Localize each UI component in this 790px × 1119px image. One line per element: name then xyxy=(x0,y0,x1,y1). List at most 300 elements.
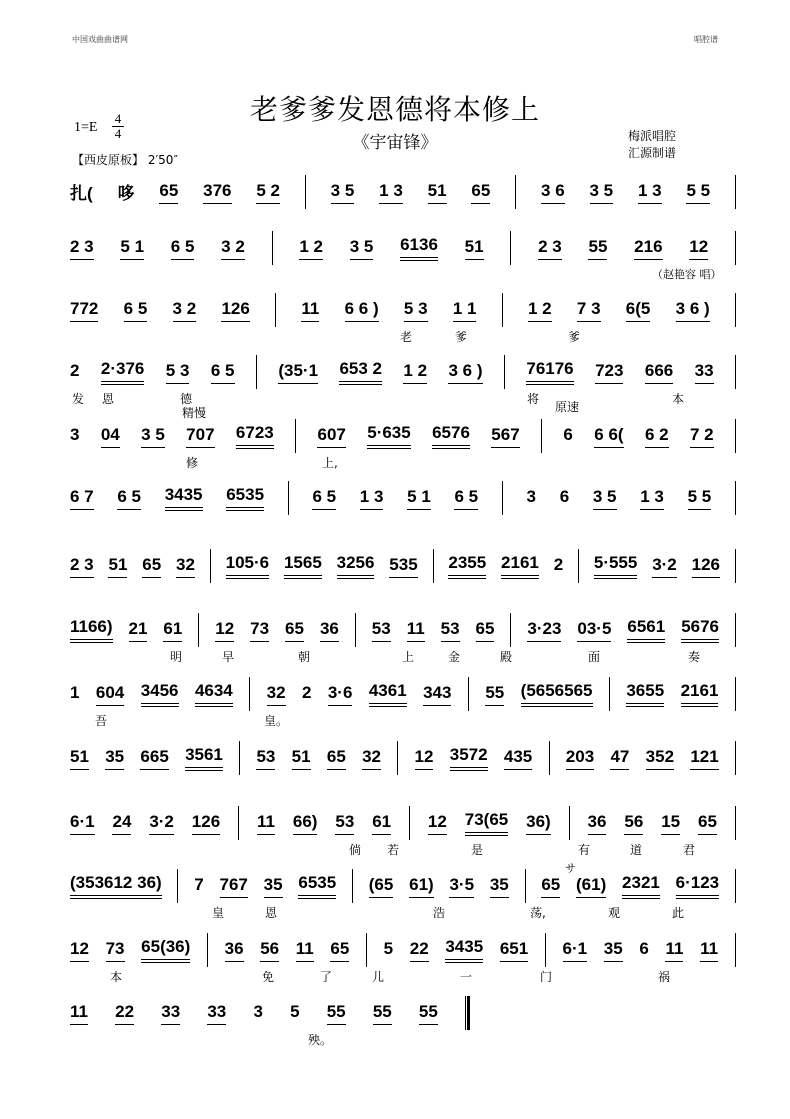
note-group: 126 xyxy=(221,299,249,322)
barline xyxy=(609,677,610,711)
barline xyxy=(578,549,579,583)
barline xyxy=(735,933,736,967)
note-group: 5 xyxy=(290,1002,300,1021)
barline xyxy=(545,933,546,967)
lyric: 将 xyxy=(527,392,540,406)
note-group: 203 xyxy=(566,747,594,770)
barline xyxy=(239,741,240,775)
staff-line xyxy=(70,179,736,205)
note-group: 51 xyxy=(465,237,484,260)
note-group: 6 5 xyxy=(117,487,141,510)
note-group: 1 2 xyxy=(528,299,552,322)
note-group: 6 2 xyxy=(645,425,669,448)
staff-line xyxy=(70,617,736,643)
lyric: 荡, xyxy=(530,906,546,920)
staff-line xyxy=(70,745,736,771)
staff-line xyxy=(70,235,736,261)
note-group: 5 5 xyxy=(686,181,710,204)
barline xyxy=(510,613,511,647)
staff-line xyxy=(70,359,736,385)
note-group: 3 xyxy=(253,1002,263,1021)
lyric: 若 xyxy=(387,843,400,857)
lyric: 奏 xyxy=(688,650,701,664)
note-group: 126 xyxy=(192,812,220,835)
lyric: 门 xyxy=(540,970,553,984)
lyric: 明 xyxy=(170,650,183,664)
note-group: 32 xyxy=(176,555,195,578)
note-group: 53 xyxy=(335,812,354,835)
lyric: 道 xyxy=(630,843,643,857)
note-group: 105·6 xyxy=(226,553,269,579)
note-group: 33 xyxy=(695,361,714,384)
note-group: 6(5 xyxy=(626,299,651,322)
note-group: 3 xyxy=(526,487,536,506)
staff-line xyxy=(70,423,736,449)
note-group: 65 xyxy=(142,555,161,578)
category-label: 唱腔谱 xyxy=(694,35,718,44)
note-group: 55 xyxy=(588,237,607,260)
note-group: 3 6 ) xyxy=(448,361,482,384)
note-group: 11 xyxy=(301,299,319,322)
note-group: 2 3 xyxy=(538,237,562,260)
meter-top: 4 xyxy=(114,111,122,126)
barline xyxy=(288,481,289,515)
note-group: 6 6( xyxy=(594,425,623,448)
note-group: 6 xyxy=(563,425,573,444)
barline xyxy=(735,869,736,903)
barline xyxy=(366,933,367,967)
note-group: 76176 xyxy=(526,359,573,385)
note-group: 47 xyxy=(610,747,629,770)
key-signature: 1=E xyxy=(74,120,98,135)
barline xyxy=(275,293,276,327)
note-group: 3655 xyxy=(626,681,664,707)
note-group: 35 xyxy=(105,747,124,770)
score-title: 老爹爹发恩德将本修上 xyxy=(249,93,540,126)
staff-line xyxy=(70,681,736,707)
note-group: 65(36) xyxy=(141,937,190,963)
note-group: 61 xyxy=(372,812,391,835)
lyric: 面 xyxy=(588,650,601,664)
note-group: 767 xyxy=(220,875,248,898)
barline xyxy=(207,933,208,967)
note-group: 707 xyxy=(186,425,214,448)
note-group: 3·6 xyxy=(328,683,353,706)
note-group: 35 xyxy=(264,875,283,898)
lyric: 本 xyxy=(110,970,123,984)
note-group: 6·1 xyxy=(70,812,95,835)
lyric: 君 xyxy=(683,843,696,857)
note-group: 65 xyxy=(471,181,490,204)
note-group: 73 xyxy=(250,619,269,642)
note-group: 扎( xyxy=(70,183,93,203)
staff-line xyxy=(70,297,736,323)
note-group: 1166) xyxy=(70,617,113,643)
note-group: 36 xyxy=(320,619,339,642)
note-group: 11 xyxy=(70,1002,88,1025)
note-group: 66) xyxy=(293,812,318,835)
lyric: 祸 xyxy=(658,970,671,984)
note-group: 4634 xyxy=(195,681,233,707)
opera-name: 《宇宙锋》 xyxy=(352,133,438,153)
barline xyxy=(468,677,469,711)
note-group: 15 xyxy=(661,812,680,835)
lyric: 修 xyxy=(186,456,199,470)
note-group: 04 xyxy=(101,425,120,448)
note-group: 567 xyxy=(491,425,519,448)
note-group: 2 xyxy=(301,683,312,702)
note-group: 32 xyxy=(362,747,381,770)
note-group: 36 xyxy=(225,939,244,962)
lyric: 上 xyxy=(402,650,415,664)
note-group: 6 5 xyxy=(454,487,478,510)
note-group: 3435 xyxy=(445,937,483,963)
credits xyxy=(628,128,676,162)
note-group: 2161 xyxy=(501,553,539,579)
note-group: 3 5 xyxy=(141,425,165,448)
note-group: 772 xyxy=(70,299,98,322)
note-group: 35 xyxy=(490,875,509,898)
note-group: 3 5 xyxy=(350,237,374,260)
note-group: 53 xyxy=(256,747,275,770)
note-group: 21 xyxy=(129,619,148,642)
note-group: 6 5 xyxy=(171,237,195,260)
note-group: 12 xyxy=(215,619,234,642)
lyric: 皇。 xyxy=(264,714,289,728)
barline xyxy=(549,741,550,775)
barline xyxy=(735,549,736,583)
note-group: 6136 xyxy=(400,235,438,261)
note-group: 65 xyxy=(330,939,349,962)
lyric: 金 xyxy=(448,650,461,664)
staff-line xyxy=(70,937,736,963)
note-group: 1 1 xyxy=(453,299,477,322)
note-group: 1565 xyxy=(284,553,322,579)
barline xyxy=(735,355,736,389)
note-group: 12 xyxy=(428,812,447,835)
note-group: 55 xyxy=(485,683,504,706)
note-group: 36) xyxy=(526,812,551,835)
tempo-marking: 【西皮原板】 2′50″ xyxy=(72,153,178,167)
lyric: 精慢 xyxy=(182,406,207,420)
lyric: 殿 xyxy=(500,650,513,664)
barline xyxy=(504,355,505,389)
note-group: 22 xyxy=(410,939,429,962)
barline xyxy=(502,481,503,515)
note-group: 12 xyxy=(415,747,434,770)
lyric: 本 xyxy=(672,392,685,406)
note-group: 33 xyxy=(207,1002,226,1025)
note-group: 651 xyxy=(500,939,528,962)
note-group: 5 3 xyxy=(166,361,190,384)
note-group: 1 2 xyxy=(403,361,427,384)
note-group: 3572 xyxy=(450,745,488,771)
site-name: 中国戏曲曲谱网 xyxy=(72,35,128,44)
note-group: 2 xyxy=(553,555,564,574)
note-group: 3 6 ) xyxy=(676,299,710,322)
note-group: 6 6 ) xyxy=(345,299,379,322)
note-group: 33 xyxy=(161,1002,180,1025)
note-group: 53 xyxy=(372,619,391,642)
note-group: 6 5 xyxy=(124,299,148,322)
arranger-credit: 汇源制谱 xyxy=(628,146,677,160)
lyric: 朝 xyxy=(298,650,311,664)
lyric: 早 xyxy=(222,650,235,664)
lyric: 原速 xyxy=(555,400,580,414)
note-group: 3 2 xyxy=(221,237,245,260)
lyric: 老 xyxy=(400,330,413,344)
barline xyxy=(735,481,736,515)
note-group: 1 3 xyxy=(638,181,662,204)
note-group: 51 xyxy=(108,555,127,578)
note-group: 2355 xyxy=(448,553,486,579)
note-group: 11 xyxy=(407,619,425,642)
note-group: 216 xyxy=(634,237,662,260)
lyric: 发 xyxy=(72,392,85,406)
note-group: 6576 xyxy=(432,423,470,449)
note-group: 5·555 xyxy=(594,553,637,579)
note-group: 2·376 xyxy=(101,359,144,385)
barline xyxy=(515,175,516,209)
barline xyxy=(177,869,178,903)
note-group: 51 xyxy=(70,747,89,770)
note-group: 73(65 xyxy=(465,810,508,836)
note-group: 03·5 xyxy=(577,619,611,642)
singer-annotation: （赵艳容 唱） xyxy=(652,268,722,281)
note-group: 6 7 xyxy=(70,487,94,510)
style-credit: 梅派唱腔 xyxy=(628,129,677,143)
lyric: 上, xyxy=(322,456,338,470)
lyric: 倘 xyxy=(349,843,362,857)
lyric: 皇 xyxy=(212,906,225,920)
note-group: 376 xyxy=(203,181,231,204)
note-group: 3 2 xyxy=(173,299,197,322)
note-group: 352 xyxy=(646,747,674,770)
note-group: 61 xyxy=(163,619,182,642)
note-group: 11 xyxy=(665,939,683,962)
note-group: 6535 xyxy=(226,485,264,511)
note-group: 6 5 xyxy=(312,487,336,510)
lyric: 恩 xyxy=(102,392,115,406)
note-group: 5 xyxy=(383,939,394,958)
note-group: 2 3 xyxy=(70,237,94,260)
note-group: 51 xyxy=(292,747,311,770)
lyric: 恩 xyxy=(265,906,278,920)
note-group: 2 3 xyxy=(70,555,94,578)
note-group: 2321 xyxy=(622,873,660,899)
barline xyxy=(355,613,356,647)
note-group: 65 xyxy=(698,812,717,835)
note-group: 36 xyxy=(588,812,607,835)
note-group: 126 xyxy=(692,555,720,578)
note-group: 6 xyxy=(559,487,570,506)
note-group: 3 6 xyxy=(541,181,565,204)
note-group: 12 xyxy=(689,237,708,260)
note-group: 666 xyxy=(645,361,673,384)
note-group: 3·2 xyxy=(652,555,677,578)
note-group: (353612 36) xyxy=(70,873,162,899)
note-group: 5·635 xyxy=(367,423,410,449)
note-group: 6·123 xyxy=(676,873,719,899)
note-group: 3 5 xyxy=(590,181,614,204)
note-group: 65 xyxy=(159,181,178,204)
lyric: 一 xyxy=(460,970,473,984)
note-group: 55 xyxy=(373,1002,392,1025)
barline xyxy=(541,419,542,453)
barline xyxy=(238,806,239,840)
barline xyxy=(295,419,296,453)
lyric: 儿 xyxy=(372,970,385,984)
note-group: 3·5 xyxy=(449,875,474,898)
note-group: 6723 xyxy=(236,423,274,449)
note-group: 5 3 xyxy=(404,299,428,322)
barline xyxy=(735,613,736,647)
lyric: 了 xyxy=(320,970,333,984)
note-group: 435 xyxy=(504,747,532,770)
note-group: 56 xyxy=(260,939,279,962)
note-group: 7 2 xyxy=(690,425,714,448)
barline xyxy=(735,677,736,711)
free-meter-mark: サ xyxy=(565,862,576,875)
note-group: 11 xyxy=(296,939,314,962)
staff-line xyxy=(70,1000,470,1026)
note-group: 3256 xyxy=(337,553,375,579)
note-group: 12 xyxy=(70,939,89,962)
note-group: 6 5 xyxy=(211,361,235,384)
note-group: 665 xyxy=(140,747,168,770)
note-group: 65 xyxy=(476,619,495,642)
note-group: 1 3 xyxy=(640,487,664,510)
barline xyxy=(210,549,211,583)
lyric: 是 xyxy=(471,843,484,857)
note-group: 3·23 xyxy=(527,619,561,642)
note-group: 5 2 xyxy=(256,181,280,204)
note-group: 4361 xyxy=(369,681,407,707)
barline xyxy=(735,741,736,775)
note-group: 604 xyxy=(96,683,124,706)
note-group: 343 xyxy=(423,683,451,706)
barline xyxy=(256,355,257,389)
lyric: 浩 xyxy=(433,906,446,920)
note-group: 5 1 xyxy=(120,237,144,260)
note-group: 653 2 xyxy=(339,359,382,385)
note-group: 607 xyxy=(317,425,345,448)
barline xyxy=(735,806,736,840)
note-group: 51 xyxy=(428,181,447,204)
note-group: 3435 xyxy=(165,485,203,511)
note-group: 3 5 xyxy=(593,487,617,510)
lyric: 有 xyxy=(578,843,591,857)
note-group: (65 xyxy=(369,875,394,898)
note-group: 6561 xyxy=(627,617,665,643)
note-group: 7 xyxy=(194,875,204,894)
note-group: 1 xyxy=(70,683,80,702)
note-group: 2161 xyxy=(681,681,719,707)
lyric: 爹 xyxy=(455,330,468,344)
note-group: 3 xyxy=(70,425,80,444)
note-group: 6·1 xyxy=(563,939,588,962)
note-group: 3 5 xyxy=(331,181,355,204)
barline xyxy=(525,869,526,903)
lyric: 此 xyxy=(672,906,685,920)
note-group: 5 1 xyxy=(407,487,431,510)
staff-line xyxy=(70,485,736,511)
lyric: 吾 xyxy=(95,714,108,728)
note-group: 哆 xyxy=(117,183,135,203)
staff-line xyxy=(70,873,736,899)
barline xyxy=(433,549,434,583)
note-group: 73 xyxy=(106,939,125,962)
lyric: 德 xyxy=(180,392,193,406)
barline xyxy=(198,613,199,647)
note-group: 3456 xyxy=(141,681,179,707)
note-group: 1 3 xyxy=(360,487,384,510)
barline xyxy=(352,869,353,903)
note-group: 6 xyxy=(639,939,649,958)
note-group: 1 3 xyxy=(379,181,403,204)
note-group: 6535 xyxy=(298,873,336,899)
note-group: 11 xyxy=(700,939,718,962)
note-group: 1 2 xyxy=(299,237,323,260)
note-group: 55 xyxy=(327,1002,346,1025)
note-group: 55 xyxy=(419,1002,438,1025)
barline xyxy=(249,677,250,711)
final-barline xyxy=(465,996,470,1030)
barline xyxy=(502,293,503,327)
note-group: 65 xyxy=(285,619,304,642)
note-group: 3·2 xyxy=(149,812,174,835)
note-group: 723 xyxy=(595,361,623,384)
note-group: 535 xyxy=(389,555,417,578)
barline xyxy=(569,806,570,840)
note-group: (35·1 xyxy=(278,361,318,384)
lyric: 观 xyxy=(608,906,621,920)
note-group: 5676 xyxy=(681,617,719,643)
note-group: (61) xyxy=(576,875,606,898)
barline xyxy=(397,741,398,775)
note-group: 24 xyxy=(112,812,131,835)
note-group: 65 xyxy=(541,875,560,898)
staff-line xyxy=(70,553,736,579)
note-group: (5656565 xyxy=(521,681,593,707)
note-group: 7 3 xyxy=(577,299,601,322)
note-group: 65 xyxy=(327,747,346,770)
note-group: 53 xyxy=(441,619,460,642)
barline xyxy=(735,419,736,453)
note-group: 5 5 xyxy=(688,487,712,510)
meter-bottom: 4 xyxy=(114,126,122,141)
staff-line xyxy=(70,810,736,836)
barline xyxy=(735,231,736,265)
barline xyxy=(735,175,736,209)
lyric: 爹 xyxy=(568,330,581,344)
note-group: 35 xyxy=(604,939,623,962)
note-group: 11 xyxy=(257,812,275,835)
note-group: 22 xyxy=(115,1002,134,1025)
barline xyxy=(409,806,410,840)
barline xyxy=(272,231,273,265)
note-group: 56 xyxy=(624,812,643,835)
note-group: 121 xyxy=(690,747,718,770)
note-group: 32 xyxy=(267,683,286,706)
barline xyxy=(305,175,306,209)
time-signature xyxy=(112,112,124,141)
lyric: 殃。 xyxy=(308,1033,333,1047)
note-group: 3561 xyxy=(185,745,223,771)
note-group: 61) xyxy=(409,875,434,898)
barline xyxy=(510,231,511,265)
note-group: 2 xyxy=(70,361,80,380)
